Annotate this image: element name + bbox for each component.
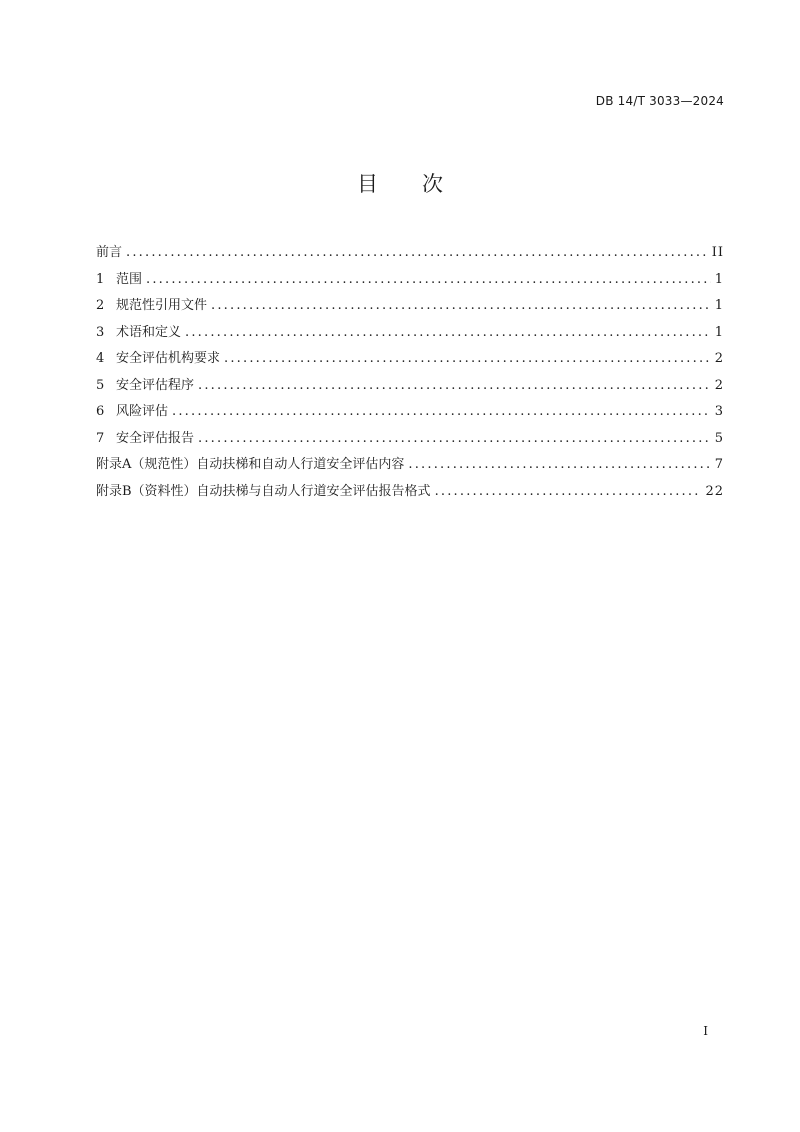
- toc-entry-page: 1: [714, 324, 724, 340]
- toc-entry-page: 5: [714, 430, 724, 446]
- toc-entry-page: 2: [714, 351, 724, 366]
- toc-entry-appendix-a[interactable]: [96, 453, 724, 480]
- toc-entry-label: 安全评估程序: [116, 377, 195, 393]
- toc-dot-leader: [435, 484, 702, 499]
- toc-entry-page: 3: [714, 404, 724, 419]
- toc-dot-leader: [224, 351, 711, 366]
- toc-entry-label: 风险评估: [116, 404, 169, 419]
- toc-dot-leader: [146, 272, 711, 287]
- toc-entry-4[interactable]: [96, 347, 724, 374]
- toc-entry-page: 7: [714, 457, 724, 472]
- toc-dot-leader: [198, 378, 711, 393]
- toc-entry-foreword[interactable]: [96, 241, 724, 268]
- toc-entry-page: 22: [705, 483, 724, 499]
- toc-entry-label: 安全评估机构要求: [116, 351, 221, 366]
- toc-entry-page: 1: [714, 271, 724, 287]
- page-title: 目次: [357, 172, 487, 196]
- toc-entry-number: 6: [96, 404, 105, 419]
- toc-entry-5[interactable]: [96, 374, 724, 401]
- toc-entry-label: 术语和定义: [116, 324, 182, 340]
- toc-entry-label: 范围: [116, 271, 143, 287]
- toc-entry-3[interactable]: [96, 321, 724, 348]
- toc-entry-label: 附录B（资料性）自动扶梯与自动人行道安全评估报告格式: [96, 483, 431, 499]
- toc-entry-number: 7: [96, 430, 105, 446]
- toc-entry-number: 5: [96, 377, 105, 393]
- toc-dot-leader: [198, 431, 711, 446]
- toc-entry-page: 2: [714, 377, 724, 393]
- toc-entry-number: 3: [96, 324, 105, 340]
- toc-entry-page: II: [711, 245, 724, 260]
- toc-entry-number: 1: [96, 271, 105, 287]
- toc-entry-number: 4: [96, 351, 105, 366]
- page-number: I: [703, 1024, 708, 1038]
- toc-entry-label: 附录A（规范性）自动扶梯和自动人行道安全评估内容: [96, 457, 405, 472]
- toc-entry-label: 前言: [96, 245, 123, 260]
- toc-entry-page: 1: [714, 298, 724, 313]
- toc-entry-appendix-b[interactable]: [96, 480, 724, 507]
- toc-entry-number: 2: [96, 298, 105, 313]
- toc-entry-6[interactable]: [96, 400, 724, 427]
- toc-entry-1[interactable]: [96, 268, 724, 295]
- toc-dot-leader: [408, 457, 710, 472]
- table-of-contents: [96, 241, 724, 506]
- toc-entry-label: 规范性引用文件: [116, 298, 208, 313]
- toc-dot-leader: [211, 298, 711, 313]
- toc-dot-leader: [185, 325, 711, 340]
- toc-dot-leader: [172, 404, 711, 419]
- toc-dot-leader: [126, 245, 708, 260]
- toc-entry-7[interactable]: [96, 427, 724, 454]
- toc-entry-label: 安全评估报告: [116, 430, 195, 446]
- document-code: DB 14/T 3033—2024: [595, 94, 724, 108]
- toc-entry-2[interactable]: [96, 294, 724, 321]
